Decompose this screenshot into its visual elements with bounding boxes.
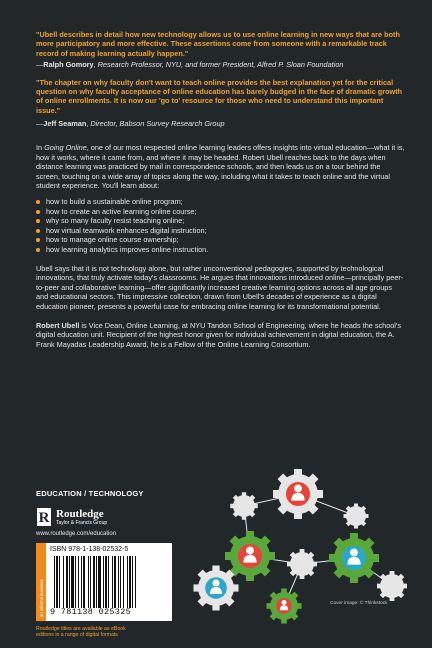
quote-1: "Ubell describes in detail how new technology allows us to use online learning in new ways that are both more participatory and more effective. These assertions come from someone with a remarkable track record of making learning actually happen." — [36, 30, 400, 58]
paragraph-2: Ubell says that it is not technology alone, but rather unconventional pedagogies, supported by technological innovations, that truly activate today's classrooms. He argues that innovations introduced online—principally peer-to-peer and collaborative learning—offer significantly increased creative learning options across all age groups and educational sectors. This impressive collection, drawn from Ubell's decades of experience as a digital education pioneer, presents a powerful case for embracing online learning for its transformational potential. — [36, 263, 404, 311]
intro-paragraph — [36, 143, 406, 191]
list-item: why so many faculty resist teaching online; — [36, 216, 406, 226]
quote-1-attribution: —Ralph Gomory, Research Professor, NYU, and former President, Alfred P. Sloan Foundation — [36, 59, 344, 69]
learn-list — [36, 197, 406, 255]
quote-1-role: Research Professor, NYU, and former President, Alfred P. Sloan Foundation — [97, 59, 344, 69]
gear-icon — [287, 549, 317, 579]
gear-icon — [267, 589, 302, 624]
quote-2-role: Director, Babson Survey Research Group — [90, 119, 225, 129]
routledge-r-icon — [36, 507, 52, 527]
ebook-note-line-1: Routledge titles are available as eBook — [36, 626, 126, 632]
bio-text: is Vice Dean, Online Learning, at NYU Tandon School of Engineering, where he heads the school's digital education unit. Recipient of the highest honor given for individual achievement in digital education, the A. Frank Mayadas Leadership Award, he is a Fellow of the Online Learning Consortium. — [36, 320, 401, 349]
intro-rest: , one of our most respected online learning leaders offers insights into virtual education—what it is, how it works, where it came from, and where it may be headed. Robert Ubell reaches back to the days when distance learning was practiced by mail in correspondence schools, and then leads us on a tour behind the screen, touching on a wide array of topics along the way, including what it takes to teach online and the virtual student experience. You'll learn about: — [36, 143, 405, 191]
barcode-bars — [54, 556, 164, 608]
gears-illustration — [180, 458, 420, 633]
publisher-subtitle: Taylor & Francis Group — [56, 519, 108, 526]
isbn-text: ISBN 978-1-138-02532-5 — [50, 546, 129, 553]
gear-icon — [344, 504, 369, 529]
barcode-digits: 9 781138 025325 — [50, 607, 132, 617]
publisher-logo — [36, 507, 107, 527]
list-item: how virtual teamwork enhances digital instruction; — [36, 226, 406, 236]
bio-name: Robert Ubell — [36, 320, 80, 330]
barcode-side-band — [36, 543, 46, 621]
ebook-note-line-2: editions in a range of digital formats — [36, 632, 118, 639]
list-item: how to manage online course ownership; — [36, 235, 406, 245]
publisher-url[interactable]: www.routledge.com/education — [36, 531, 117, 537]
category-label: EDUCATION / TECHNOLOGY — [36, 489, 144, 498]
quote-1-author: Ralph Gomory — [43, 59, 94, 69]
list-item: how learning analytics improves online instruction. — [36, 245, 406, 255]
gear-icon — [194, 566, 239, 611]
text-area — [36, 30, 406, 349]
informa-text: an informa business — [39, 579, 44, 617]
quote-2: "The chapter on why faculty don't want to teach online provides the best explanation yet for the critical question on why faculty acceptance of online education has barely budged in the face of dramatic growth of online enrollments. It is now our 'go to' resource for those who need to understand this important issue." — [36, 77, 403, 115]
gear-icon — [230, 492, 258, 520]
cover-credit: Cover image: © Thinkstock — [330, 601, 388, 606]
quote-2-attribution: —Jeff Seaman, Director, Babson Survey Research Group — [36, 119, 225, 129]
intro-lead: In — [36, 143, 45, 153]
ebook-note — [36, 626, 126, 639]
quote-2-author: Jeff Seaman — [43, 119, 87, 129]
intro-book-title: Going Online — [44, 143, 87, 153]
informa-label — [36, 543, 46, 621]
list-item: how to create an active learning online course; — [36, 207, 406, 217]
svg-text:R: R — [38, 510, 50, 526]
gear-icon — [329, 533, 379, 583]
barcode — [36, 543, 172, 621]
gear-icon — [273, 469, 323, 519]
publisher-name: Routledge — [56, 507, 104, 520]
author-bio — [36, 321, 406, 350]
list-item: how to build a sustainable online program; — [36, 197, 406, 207]
gear-icon — [377, 571, 407, 601]
